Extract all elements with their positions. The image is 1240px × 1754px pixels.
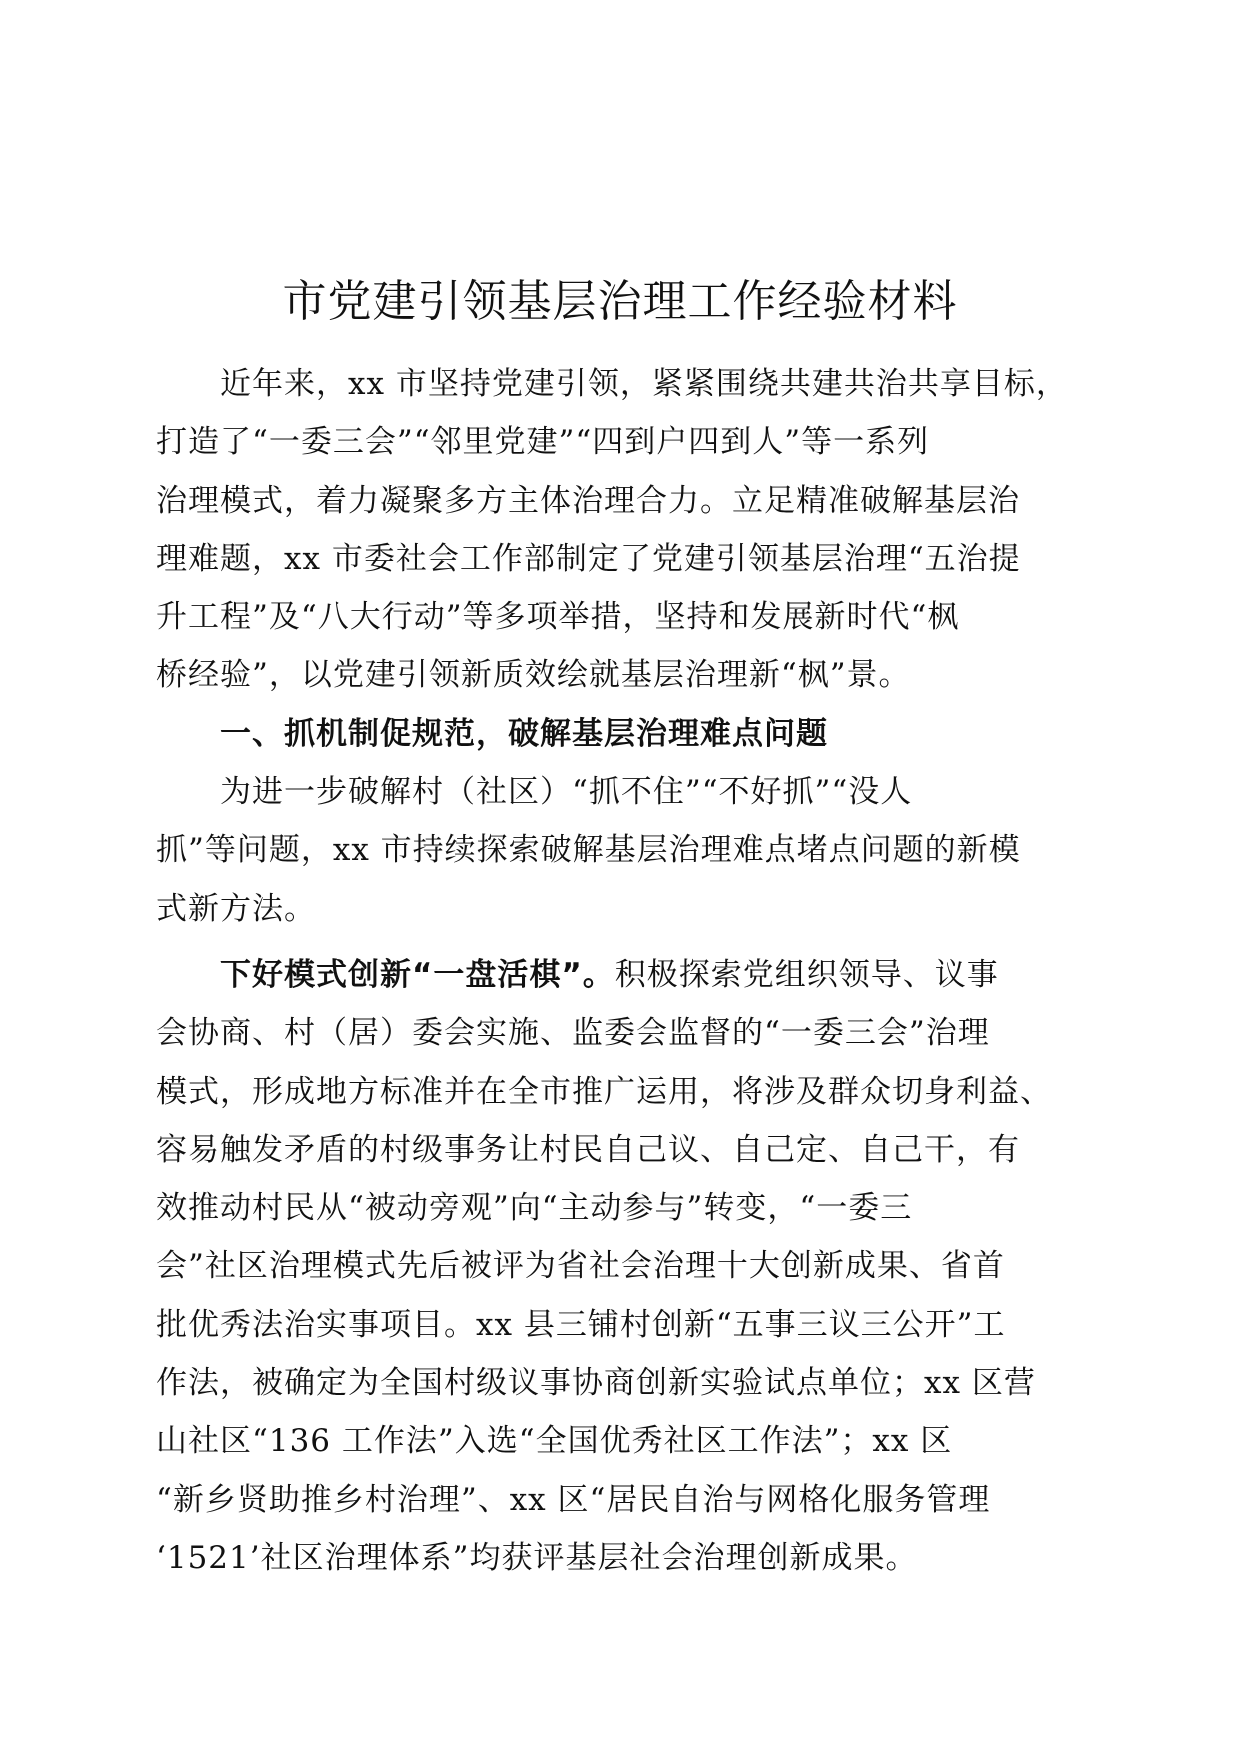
subsection-line: ‘1521’社区治理体系”均获评基层社会治理创新成果。 [156, 1539, 918, 1576]
section-paragraph [156, 763, 1096, 938]
subsection-lead-rest: 积极探索党组织领导、议事 [614, 956, 999, 993]
subsection-line: 会协商、村（居）委会实施、监委会监督的“一委三会”治理 [156, 1015, 990, 1052]
intro-line: 治理模式，着力凝聚多方主体治理合力。立足精准破解基层治 [156, 482, 1020, 519]
subsection-line: 容易触发矛盾的村级事务让村民自己议、自己定、自己干，有 [156, 1131, 1020, 1168]
intro-line: 理难题，xx 市委社会工作部制定了党建引领基层治理“五治提 [156, 540, 1021, 577]
section-line: 式新方法。 [156, 890, 316, 927]
intro-line: 近年来，xx 市坚持党建引领，紧紧围绕共建共治共享目标， [220, 366, 1068, 402]
subsection-line: 作法，被确定为全国村级议事协商创新实验试点单位；xx 区营 [156, 1365, 1036, 1402]
subsection-first-line [156, 946, 1096, 1004]
section-line: 抓”等问题，xx 市持续探索破解基层治理难点堵点问题的新模 [156, 832, 1021, 869]
intro-line: 桥经验”，以党建引领新质效绘就基层治理新“枫”景。 [156, 657, 911, 694]
intro-line: 升工程”及“八大行动”等多项举措，坚持和发展新时代“枫 [156, 599, 960, 636]
document-title: 市党建引领基层治理工作经验材料 [282, 276, 958, 327]
document-body [156, 355, 1096, 1587]
paragraph-gap [156, 938, 1096, 946]
subsection-line: 会”社区治理模式先后被评为省社会治理十大创新成果、省首 [156, 1248, 1005, 1285]
subsection-line: 模式，形成地方标准并在全市推广运用，将涉及群众切身利益、 [156, 1073, 1052, 1110]
section-line: 为进一步破解村（社区）“抓不住”“不好抓”“没人 [220, 774, 913, 811]
section-heading: 一、抓机制促规范，破解基层治理难点问题 [220, 715, 828, 752]
subsection-line: 批优秀法治实事项目。xx 县三铺村创新“五事三议三公开”工 [156, 1306, 1006, 1343]
intro-line: 打造了“一委三会”“邻里党建”“四到户四到人”等一系列 [156, 424, 930, 461]
subsection-paragraph [156, 946, 1096, 1587]
subsection-lead: 下好模式创新“一盘活棋”。 [220, 956, 615, 993]
intro-paragraph [156, 355, 1096, 705]
subsection-line: “新乡贤助推乡村治理”、xx 区“居民自治与网格化服务管理 [156, 1481, 991, 1518]
subsection-line: 山社区“136 工作法”入选“全国优秀社区工作法”；xx 区 [156, 1423, 953, 1460]
subsection-line: 效推动村民从“被动旁观”向“主动参与”转变，“一委三 [156, 1190, 913, 1227]
